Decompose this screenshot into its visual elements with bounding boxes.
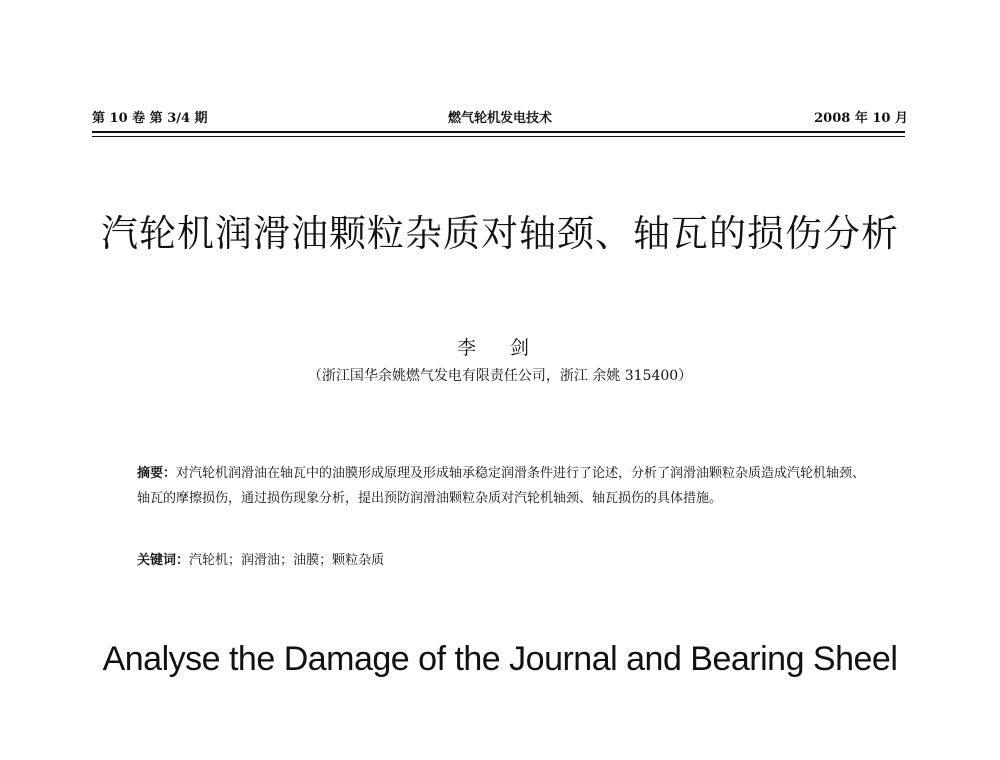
publication-date: 2008 年 10 月: [814, 111, 908, 126]
journal-name: 燃气轮机发电技术: [447, 111, 552, 126]
abstract-text: 对汽轮机润滑油在轴瓦中的油膜形成原理及形成轴承稳定润滑条件进行了论述，分析了润滑油颗粒杂质造成汽轮机轴颈、轴瓦的摩擦损伤，通过损伤现象分析，提出预防润滑油颗粒杂质对汽轮机轴颈、轴瓦损伤的具体措施。: [137, 466, 866, 506]
abstract-block: [137, 461, 867, 511]
keywords-block: [137, 550, 867, 572]
keyword-item: 颗粒杂质: [332, 553, 385, 568]
keyword-item: 汽轮机: [189, 553, 229, 568]
header-rule-thick: [92, 131, 905, 133]
author-affiliation: （浙江国华余姚燃气发电有限责任公司，浙江 余姚 315400）: [307, 368, 693, 384]
header-rule-thin: [92, 136, 905, 137]
keyword-separator: ；: [228, 553, 242, 568]
keywords-label: 关键词：: [137, 553, 190, 568]
keyword-separator: ；: [280, 553, 294, 568]
keyword-item: 油膜: [293, 553, 320, 568]
volume-issue: 第 10 卷 第 3/4 期: [92, 111, 208, 126]
keyword-item: 润滑油: [241, 553, 281, 568]
chinese-title: 汽轮机润滑油颗粒杂质对轴颈、轴瓦的损伤分析: [101, 212, 899, 255]
abstract-label: 摘要：: [137, 466, 177, 481]
english-title: Analyse the Damage of the Journal and Bearing Sheel: [102, 640, 898, 678]
keyword-separator: ；: [319, 553, 333, 568]
running-header: [92, 107, 908, 127]
author-name: 李 剑: [456, 337, 544, 359]
